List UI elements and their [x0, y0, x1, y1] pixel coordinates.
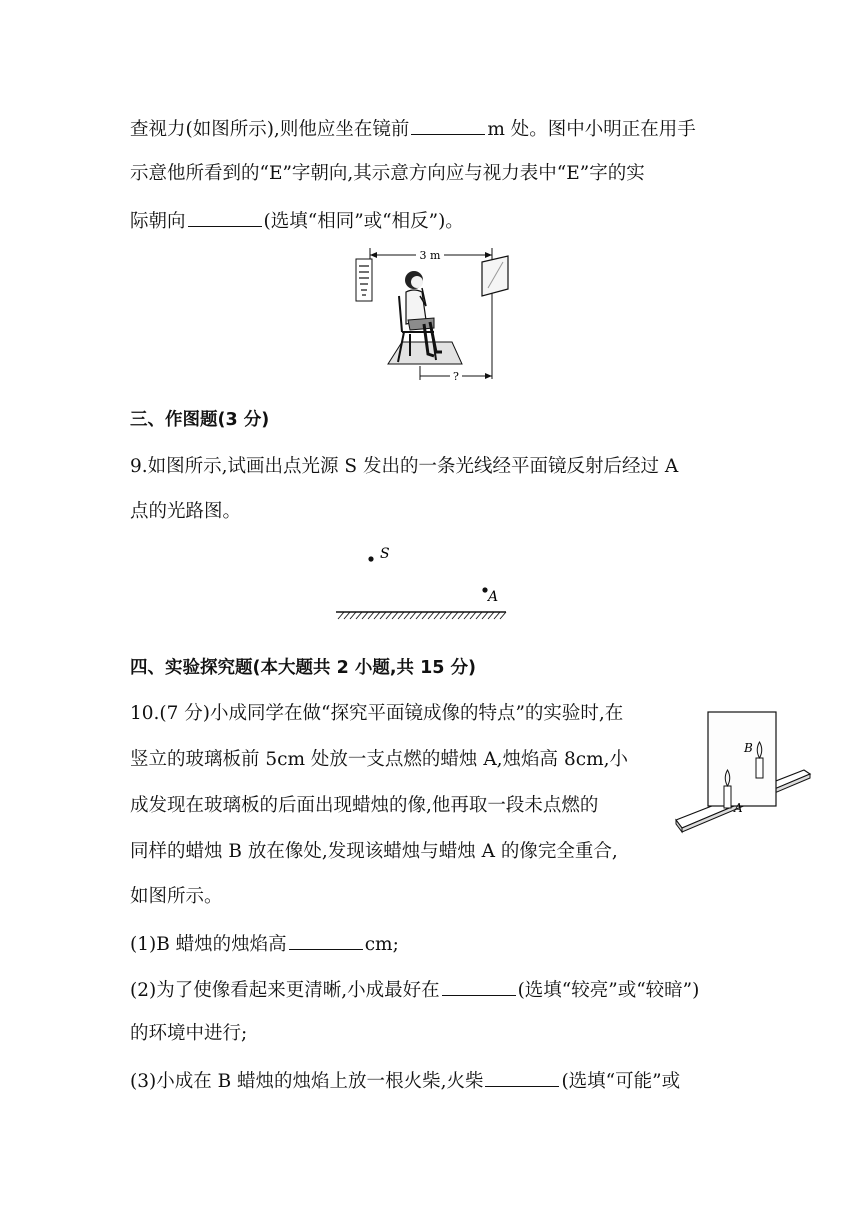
q10-part-1-unit: cm;: [364, 934, 399, 955]
q10-part-2: [130, 977, 699, 1003]
q10-part-1-text: (1)B 蜡烛的烛焰高: [130, 934, 287, 955]
q10-part-3-options: (选填“可能”或: [561, 1071, 681, 1092]
q8-line-1-text: 查视力(如图所示),则他应坐在镜前: [130, 119, 410, 140]
label-a: A: [734, 801, 743, 815]
q10-part-3: [130, 1068, 680, 1094]
unknown-distance-label: ?: [453, 370, 459, 383]
q8-line-2: 示意他所看到的“E”字朝向,其示意方向应与视力表中“E”字的实: [130, 163, 645, 184]
answer-blank: [411, 116, 485, 135]
label-b: B: [744, 741, 753, 755]
label-a: A: [488, 589, 499, 605]
q10-line-1: 10.(7 分)小成同学在做“探究平面镜成像的特点”的实验时,在: [130, 703, 624, 724]
q8-line-3-text: 际朝向: [130, 211, 186, 232]
q10-line-2: 竖立的玻璃板前 5cm 处放一支点燃的蜡烛 A,烛焰高 8cm,小: [130, 749, 628, 770]
q8-line-1: [130, 116, 696, 142]
q10-line-4: 同样的蜡烛 B 放在像处,发现该蜡烛与蜡烛 A 的像完全重合,: [130, 841, 618, 862]
glass-plate-candle-figure: [672, 708, 814, 836]
label-s: S: [380, 546, 390, 562]
q9-line-1: 9.如图所示,试画出点光源 S 发出的一条光线经平面镜反射后经过 A: [130, 456, 679, 477]
point-s: [368, 556, 373, 561]
answer-blank: [485, 1068, 559, 1087]
distance-label: 3 m: [419, 249, 441, 262]
candle-b: [756, 742, 763, 778]
q10-part-3-text: (3)小成在 B 蜡烛的烛焰上放一根火柴,火柴: [130, 1071, 484, 1092]
answer-blank: [289, 931, 363, 950]
q10-part-2-text: (2)为了使像看起来更清晰,小成最好在: [130, 980, 440, 1001]
mirror-hatching: [338, 612, 506, 619]
answer-blank: [442, 977, 516, 996]
point-a: [482, 587, 487, 592]
eye-test-figure: [350, 244, 520, 389]
q10-part-2-cont: 的环境中进行;: [130, 1023, 248, 1044]
q9-line-2: 点的光路图。: [130, 501, 242, 522]
section-4-title: 四、实验探究题(本大题共 2 小题,共 15 分): [130, 658, 477, 678]
q10-line-5: 如图所示。: [130, 886, 223, 907]
q8-line-3: [130, 208, 464, 234]
q10-part-2-options: (选填“较亮”或“较暗”): [517, 980, 700, 1001]
section-3-title: 三、作图题(3 分): [130, 410, 270, 430]
answer-blank: [188, 208, 262, 227]
candle-a: [724, 770, 731, 808]
q8-line-3-text-end: (选填“相同”或“相反”)。: [263, 211, 464, 232]
q10-part-1: [130, 931, 399, 957]
glass-plate: [708, 712, 776, 806]
mirror-reflection-figure: [334, 542, 514, 624]
q8-line-1-text-end: m 处。图中小明正在用手: [487, 119, 696, 140]
q10-line-3: 成发现在玻璃板的后面出现蜡烛的像,他再取一段未点燃的: [130, 795, 599, 816]
